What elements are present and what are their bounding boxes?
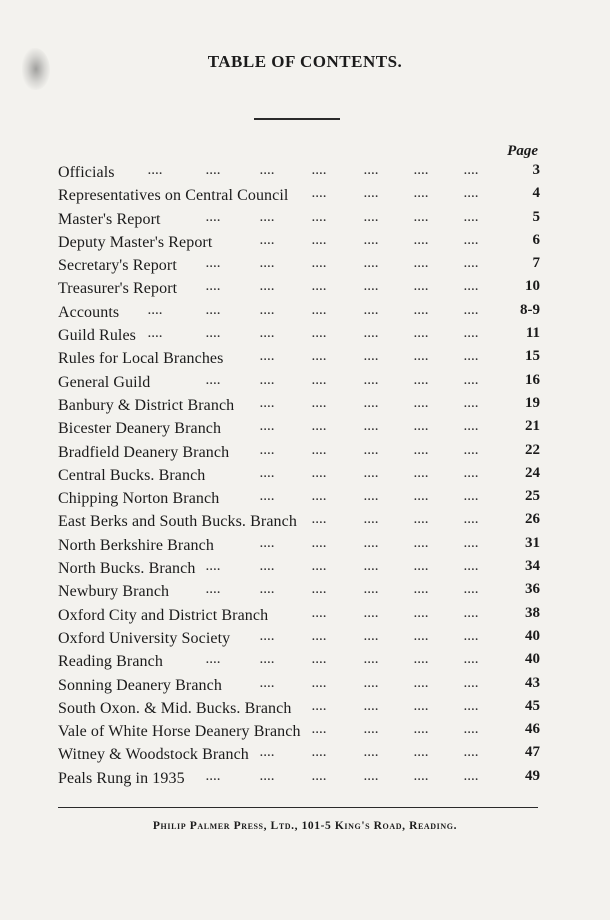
dot-leader: .... xyxy=(260,467,275,480)
dot-leader: .... xyxy=(260,677,275,690)
dot-leader: .... xyxy=(206,770,221,783)
toc-entry xyxy=(58,441,542,464)
dot-leader: .... xyxy=(414,374,429,387)
dot-leader: .... xyxy=(414,258,429,271)
dot-leader: .... xyxy=(206,584,221,597)
dot-leader: .... xyxy=(364,281,379,294)
dot-leader: .... xyxy=(414,630,429,643)
toc-entry-page: 16 xyxy=(525,371,540,388)
dot-leader: .... xyxy=(464,770,479,783)
toc-entry-title: Guild Rules xyxy=(58,327,136,345)
dot-leader: .... xyxy=(414,328,429,341)
dot-leader: .... xyxy=(364,630,379,643)
dot-leader: .... xyxy=(312,537,327,550)
toc-entry-page: 10 xyxy=(525,278,540,295)
dot-leader: .... xyxy=(364,724,379,737)
dot-leader: .... xyxy=(312,188,327,201)
dot-leader: .... xyxy=(206,165,221,177)
dot-leader: .... xyxy=(364,491,379,504)
dot-leader: .... xyxy=(464,374,479,387)
dot-leader: .... xyxy=(206,304,221,317)
dot-leader: .... xyxy=(464,700,479,713)
toc-entry xyxy=(58,487,542,510)
dot-leader: .... xyxy=(464,211,479,224)
dot-leader: .... xyxy=(414,584,429,597)
toc-entry-title: Peals Rung in 1935 xyxy=(58,769,185,787)
dot-leader: .... xyxy=(364,444,379,457)
toc-entry-title: Oxford City and District Branch xyxy=(58,606,269,624)
toc-entry xyxy=(58,417,542,440)
dot-leader: .... xyxy=(414,747,429,760)
toc-entry-title: Vale of White Horse Deanery Branch xyxy=(58,723,301,741)
toc-entry-page: 31 xyxy=(525,534,540,551)
dot-leader: .... xyxy=(260,281,275,294)
dot-leader: .... xyxy=(464,677,479,690)
dot-leader: .... xyxy=(312,654,327,667)
dot-leader: .... xyxy=(364,328,379,341)
toc-entry-title: General Guild xyxy=(58,373,151,391)
toc-entry-title: Representatives on Central Council xyxy=(58,187,289,205)
dot-leader: .... xyxy=(414,654,429,667)
dot-leader: .... xyxy=(464,304,479,317)
dot-leader: .... xyxy=(414,677,429,690)
toc-entry-page: 34 xyxy=(525,558,540,575)
dot-leader: .... xyxy=(260,491,275,504)
toc-entry xyxy=(58,650,542,673)
dot-leader: .... xyxy=(464,537,479,550)
toc-entry-title: Oxford University Society xyxy=(58,629,231,647)
toc-entry-page: 40 xyxy=(525,627,540,644)
dot-leader: .... xyxy=(312,281,327,294)
dot-leader: .... xyxy=(414,770,429,783)
dot-leader: .... xyxy=(312,607,327,620)
dot-leader: .... xyxy=(260,770,275,783)
dot-leader: .... xyxy=(260,397,275,410)
dot-leader: .... xyxy=(312,584,327,597)
dot-leader: .... xyxy=(464,444,479,457)
dot-leader: .... xyxy=(312,724,327,737)
dot-leader: .... xyxy=(260,211,275,224)
dot-leader: .... xyxy=(312,770,327,783)
dot-leader: .... xyxy=(364,537,379,550)
toc-entry-page: 7 xyxy=(532,255,540,272)
toc-entry-title: Rules for Local Branches xyxy=(58,350,224,368)
toc-entry xyxy=(58,277,542,300)
dot-leader: .... xyxy=(312,677,327,690)
dot-leader: .... xyxy=(312,630,327,643)
dot-leader: .... xyxy=(414,304,429,317)
dot-leader: .... xyxy=(312,467,327,480)
toc-entry xyxy=(58,231,542,254)
dot-leader: .... xyxy=(414,188,429,201)
dot-leader: .... xyxy=(206,654,221,667)
toc-entry-page: 43 xyxy=(525,674,540,691)
toc-entry-page: 8-9 xyxy=(520,301,540,318)
toc-entry xyxy=(58,580,542,603)
dot-leader: .... xyxy=(312,421,327,434)
toc-entry-page: 40 xyxy=(525,651,540,668)
dot-leader: .... xyxy=(312,747,327,760)
toc-entry-title: Deputy Master's Report xyxy=(58,233,213,251)
dot-leader: .... xyxy=(364,234,379,247)
dot-leader: .... xyxy=(260,630,275,643)
toc-entry xyxy=(58,347,542,370)
toc-entry-title: Reading Branch xyxy=(58,653,163,671)
toc-entry-page: 38 xyxy=(525,604,540,621)
toc-entry xyxy=(58,674,542,697)
toc-entry xyxy=(58,697,542,720)
dot-leader: .... xyxy=(312,211,327,224)
dot-leader: .... xyxy=(414,165,429,177)
dot-leader: .... xyxy=(260,654,275,667)
dot-leader: .... xyxy=(464,258,479,271)
dot-leader: .... xyxy=(414,281,429,294)
dot-leader: .... xyxy=(312,165,327,177)
toc-entry-page: 36 xyxy=(525,581,540,598)
page-title: TABLE OF CONTENTS. xyxy=(207,52,403,71)
toc-entry-page: 15 xyxy=(525,348,540,365)
toc-entry-page: 49 xyxy=(525,767,540,784)
toc-entry-title: South Oxon. & Mid. Bucks. Branch xyxy=(58,699,292,717)
toc-entry-page: 21 xyxy=(525,418,540,435)
toc-entry-page: 6 xyxy=(532,231,540,248)
dot-leader: .... xyxy=(364,397,379,410)
toc-entry xyxy=(58,627,542,650)
toc-entry-title: Officials xyxy=(58,164,115,181)
toc-entry xyxy=(58,161,542,184)
dot-leader: .... xyxy=(364,351,379,364)
dot-leader: .... xyxy=(206,374,221,387)
dot-leader: .... xyxy=(260,537,275,550)
dot-leader: .... xyxy=(364,747,379,760)
dot-leader: .... xyxy=(260,165,275,177)
toc-entry xyxy=(58,767,542,790)
toc-entry-title: Banbury & District Branch xyxy=(58,396,235,414)
dot-leader: .... xyxy=(464,584,479,597)
dot-leader: .... xyxy=(414,444,429,457)
toc-entry-title: Central Bucks. Branch xyxy=(58,466,206,484)
toc-entry-title: North Berkshire Branch xyxy=(58,536,214,554)
dot-leader: .... xyxy=(414,491,429,504)
dot-leader: .... xyxy=(464,351,479,364)
dot-leader: .... xyxy=(312,491,327,504)
dot-leader: .... xyxy=(206,328,221,341)
dot-leader: .... xyxy=(364,304,379,317)
dot-leader: .... xyxy=(464,328,479,341)
dot-leader: .... xyxy=(414,724,429,737)
dot-leader: .... xyxy=(312,514,327,527)
toc-entry-page: 3 xyxy=(532,162,540,178)
dot-leader: .... xyxy=(260,328,275,341)
toc-entry xyxy=(58,208,542,231)
dot-leader: .... xyxy=(312,397,327,410)
dot-leader: .... xyxy=(364,561,379,574)
dot-leader: .... xyxy=(206,211,221,224)
dot-leader: .... xyxy=(364,188,379,201)
toc-entry-page: 26 xyxy=(525,511,540,528)
dot-leader: .... xyxy=(260,258,275,271)
page-column-header: Page xyxy=(507,143,538,159)
toc-entry-page: 46 xyxy=(525,721,540,738)
dot-leader: .... xyxy=(260,374,275,387)
dot-leader: .... xyxy=(464,630,479,643)
dot-leader: .... xyxy=(260,444,275,457)
dot-leader: .... xyxy=(148,328,163,341)
toc-entry-page: 45 xyxy=(525,697,540,714)
dot-leader: .... xyxy=(260,747,275,760)
printer-imprint: Philip Palmer Press, Ltd., 101-5 King's Road, Reading. xyxy=(152,820,458,832)
dot-leader: .... xyxy=(312,351,327,364)
dot-leader: .... xyxy=(364,700,379,713)
dot-leader: .... xyxy=(312,374,327,387)
toc-entry-page: 47 xyxy=(525,744,540,761)
dot-leader: .... xyxy=(464,491,479,504)
dot-leader: .... xyxy=(364,677,379,690)
toc-entry-title: Secretary's Report xyxy=(58,257,177,275)
dot-leader: .... xyxy=(206,258,221,271)
dot-leader: .... xyxy=(464,467,479,480)
dot-leader: .... xyxy=(414,537,429,550)
dot-leader: .... xyxy=(414,211,429,224)
dot-leader: .... xyxy=(312,258,327,271)
dot-leader: .... xyxy=(464,397,479,410)
dot-leader: .... xyxy=(414,234,429,247)
dot-leader: .... xyxy=(312,304,327,317)
dot-leader: .... xyxy=(148,165,163,177)
toc-entry-title: Chipping Norton Branch xyxy=(58,490,220,508)
toc-entry xyxy=(58,254,542,277)
toc-entry-page: 4 xyxy=(532,185,540,202)
dot-leader: .... xyxy=(364,467,379,480)
dot-leader: .... xyxy=(414,700,429,713)
dot-leader: .... xyxy=(464,514,479,527)
toc-entry-title: Bradfield Deanery Branch xyxy=(58,443,230,461)
dot-leader: .... xyxy=(260,584,275,597)
toc-entry-title: Bicester Deanery Branch xyxy=(58,420,222,438)
dot-leader: .... xyxy=(364,770,379,783)
toc-entry-page: 19 xyxy=(525,394,540,411)
dot-leader: .... xyxy=(464,607,479,620)
dot-leader: .... xyxy=(312,561,327,574)
dot-leader: .... xyxy=(260,561,275,574)
dot-leader: .... xyxy=(414,351,429,364)
dot-leader: .... xyxy=(414,514,429,527)
dot-leader: .... xyxy=(414,467,429,480)
toc-entry-page: 25 xyxy=(525,488,540,505)
dot-leader: .... xyxy=(206,561,221,574)
toc-entry xyxy=(58,720,542,743)
dot-leader: .... xyxy=(364,421,379,434)
dot-leader: .... xyxy=(364,654,379,667)
dot-leader: .... xyxy=(464,281,479,294)
toc-entry xyxy=(58,301,542,324)
dot-leader: .... xyxy=(364,514,379,527)
dot-leader: .... xyxy=(414,607,429,620)
dot-leader: .... xyxy=(464,747,479,760)
toc-entry xyxy=(58,394,542,417)
toc-entry-title: Sonning Deanery Branch xyxy=(58,676,222,694)
toc-entry-page: 22 xyxy=(525,441,540,458)
dot-leader: .... xyxy=(464,561,479,574)
dot-leader: .... xyxy=(464,421,479,434)
toc-entry xyxy=(58,371,542,394)
toc-entry-page: 11 xyxy=(525,325,540,342)
dot-leader: .... xyxy=(364,584,379,597)
dot-leader: .... xyxy=(414,397,429,410)
footer-rule xyxy=(58,807,538,808)
toc-entry xyxy=(58,743,542,766)
dot-leader: .... xyxy=(312,700,327,713)
dot-leader: .... xyxy=(464,724,479,737)
dot-leader: .... xyxy=(312,444,327,457)
toc-entry xyxy=(58,604,542,627)
dot-leader: .... xyxy=(260,234,275,247)
dot-leader: .... xyxy=(148,304,163,317)
toc-entry-title: North Bucks. Branch xyxy=(58,560,196,578)
dot-leader: .... xyxy=(364,258,379,271)
dot-leader: .... xyxy=(414,561,429,574)
dot-leader: .... xyxy=(312,328,327,341)
toc-entry xyxy=(58,184,542,207)
dot-leader: .... xyxy=(206,281,221,294)
dot-leader: .... xyxy=(464,654,479,667)
toc-entry-title: Newbury Branch xyxy=(58,583,170,601)
toc-entry-title: Treasurer's Report xyxy=(58,280,178,298)
dot-leader: .... xyxy=(464,188,479,201)
dot-leader: .... xyxy=(260,304,275,317)
dot-leader: .... xyxy=(312,234,327,247)
toc-entry xyxy=(58,557,542,580)
dot-leader: .... xyxy=(260,421,275,434)
toc-entry-title: Witney & Woodstock Branch xyxy=(58,746,249,764)
dot-leader: .... xyxy=(260,351,275,364)
toc-entry-page: 24 xyxy=(525,464,540,481)
dot-leader: .... xyxy=(364,607,379,620)
dot-leader: .... xyxy=(364,374,379,387)
dot-leader: .... xyxy=(364,211,379,224)
table-of-contents xyxy=(58,161,542,790)
toc-entry-title: East Berks and South Bucks. Branch xyxy=(58,513,297,531)
dot-leader: .... xyxy=(464,234,479,247)
toc-entry-title: Master's Report xyxy=(58,210,161,228)
toc-entry xyxy=(58,464,542,487)
title-underline xyxy=(254,118,340,120)
dot-leader: .... xyxy=(364,165,379,177)
toc-entry xyxy=(58,534,542,557)
toc-entry-title: Accounts xyxy=(58,303,120,321)
toc-entry-page: 5 xyxy=(532,208,540,225)
toc-entry xyxy=(58,510,542,533)
dot-leader: .... xyxy=(414,421,429,434)
toc-entry xyxy=(58,324,542,347)
dot-leader: .... xyxy=(464,165,479,177)
